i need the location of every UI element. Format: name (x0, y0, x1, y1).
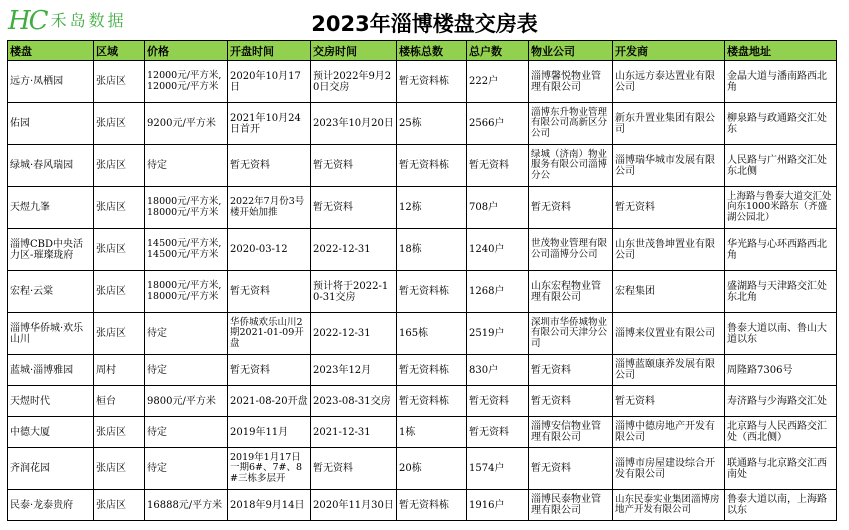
table-cell: 25栋 (397, 103, 467, 145)
table-cell: 暂无资料 (467, 145, 529, 187)
table-cell: 待定 (145, 355, 228, 386)
table-row (8, 417, 837, 448)
table-row (8, 355, 837, 386)
table-cell: 联通路与北京路交汇西南处 (725, 448, 837, 490)
table-cell: 周村 (94, 355, 145, 386)
table-cell: 708户 (467, 187, 529, 229)
table-cell: 2023年12月 (311, 355, 397, 386)
table-cell: 暂无资料 (311, 448, 397, 490)
page-title: 2023年淄博楼盘交房表 (311, 12, 538, 36)
table-cell: 淄博瑞华城市发展有限公司 (613, 145, 725, 187)
header-row (8, 41, 837, 61)
table-cell: 待定 (145, 417, 228, 448)
table-cell: 张店区 (94, 490, 145, 521)
table-cell: 2023-08-31交房 (311, 386, 397, 417)
table-row (8, 490, 837, 521)
table-cell: 张店区 (94, 61, 145, 103)
table-cell: 淄博中德房地产开发有限公司 (613, 417, 725, 448)
table-cell: 世茂物业管理有限公司淄博分公司 (529, 229, 613, 271)
table-cell: 寿济路与少海路交汇处 (725, 386, 837, 417)
table-cell: 20栋 (397, 448, 467, 490)
table-cell: 中德大厦 (8, 417, 94, 448)
table-row (8, 313, 837, 355)
column-header-developer: 开发商 (613, 41, 725, 61)
table-row (8, 448, 837, 490)
table-cell: 张店区 (94, 145, 145, 187)
table-cell: 山东民泰实业集团淄博房地产开发有限公司 (613, 490, 725, 521)
table-cell: 2018年9月14日 (228, 490, 311, 521)
column-header-project: 楼盘 (8, 41, 94, 61)
table-cell: 张店区 (94, 187, 145, 229)
table-cell: 222户 (467, 61, 529, 103)
table-cell: 830户 (467, 355, 529, 386)
table-cell: 山东宏程物业管理有限公司 (529, 271, 613, 313)
table-cell: 柳泉路与政通路交汇处东 (725, 103, 837, 145)
table-cell: 张店区 (94, 313, 145, 355)
table-cell: 民泰·龙泰贵府 (8, 490, 94, 521)
table-cell: 12栋 (397, 187, 467, 229)
table-cell: 暂无资料栋 (397, 61, 467, 103)
logo-mark: HC (8, 6, 47, 36)
table-cell: 预计将于2022-10-31交房 (311, 271, 397, 313)
table-cell: 暂无资料 (529, 187, 613, 229)
table-cell: 人民路与广州路交汇处东北侧 (725, 145, 837, 187)
table-cell: 淄博华侨城·欢乐山川 (8, 313, 94, 355)
table-cell: 盛湖路与天津路交汇处东北角 (725, 271, 837, 313)
table-cell: 2022-12-31 (311, 313, 397, 355)
table-cell: 预计2022年9月20日交房 (311, 61, 397, 103)
column-header-household-count: 总户数 (467, 41, 529, 61)
table-cell: 1574户 (467, 448, 529, 490)
table-cell: 暂无资料 (228, 355, 311, 386)
table-cell: 2019年11月 (228, 417, 311, 448)
table-cell: 暂无资料 (311, 145, 397, 187)
table-cell: 宏程·云棠 (8, 271, 94, 313)
table-cell: 2021年10月24日首开 (228, 103, 311, 145)
table-cell: 暂无资料 (311, 187, 397, 229)
table-cell: 1916户 (467, 490, 529, 521)
table-cell: 蓝城·淄博雅园 (8, 355, 94, 386)
table-cell: 北京路与人民西路交汇处（西北侧） (725, 417, 837, 448)
table-cell: 新东升置业集团有限公司 (613, 103, 725, 145)
column-header-open-date: 开盘时间 (228, 41, 311, 61)
table-cell: 18000元/平方米,18000元/平方米 (145, 271, 228, 313)
table-cell: 绿城（济南）物业服务有限公司淄博分公 (529, 145, 613, 187)
table-cell: 远方·凤栖园 (8, 61, 94, 103)
table-cell: 张店区 (94, 229, 145, 271)
table-cell: 暂无资料 (529, 355, 613, 386)
table-cell: 淄博蓝颐康养发展有限公司 (613, 355, 725, 386)
table-cell: 2566户 (467, 103, 529, 145)
table-row (8, 145, 837, 187)
table-cell: 暂无资料栋 (397, 386, 467, 417)
table-cell: 周隆路7306号 (725, 355, 837, 386)
table-row (8, 386, 837, 417)
table-row (8, 229, 837, 271)
table-cell: 淄博民泰物业管理有限公司 (529, 490, 613, 521)
table-cell: 暂无资料栋 (397, 355, 467, 386)
table-cell: 暂无资料栋 (397, 145, 467, 187)
table-cell: 上海路与鲁泰大道交汇处向东1000米路东（齐盛湖公园北） (725, 187, 837, 229)
table-row (8, 271, 837, 313)
table-cell: 淄博馨悦物业管理有限公司 (529, 61, 613, 103)
table-cell: 12000元/平方米,12000元/平方米 (145, 61, 228, 103)
table-cell: 天煜九峯 (8, 187, 94, 229)
table-cell: 淄博来仪置业有限公司 (613, 313, 725, 355)
table-row (8, 187, 837, 229)
table-cell: 淄博安信物业管理有限公司 (529, 417, 613, 448)
logo-text: 禾岛数据 (50, 11, 127, 30)
column-header-district: 区域 (94, 41, 145, 61)
table-cell: 暂无资料 (613, 386, 725, 417)
table-cell: 1栋 (397, 417, 467, 448)
table-cell: 鲁泰大道以南，上海路以东 (725, 490, 837, 521)
table-cell: 2021-12-31 (311, 417, 397, 448)
table-cell: 暂无资料 (613, 187, 725, 229)
column-header-price: 价格 (145, 41, 228, 61)
table-cell: 14500元/平方米,14500元/平方米 (145, 229, 228, 271)
table-cell: 2023年10月20日 (311, 103, 397, 145)
table-cell: 2019年1月17日一期6#、7#、8#三栋多层开 (228, 448, 311, 490)
table-cell: 2020年10月17日 (228, 61, 311, 103)
table-cell: 2020年11月30日 (311, 490, 397, 521)
table-cell: 2519户 (467, 313, 529, 355)
housing-delivery-table (7, 40, 837, 521)
column-header-delivery-date: 交房时间 (311, 41, 397, 61)
table-cell: 9200元/平方米 (145, 103, 228, 145)
column-header-address: 楼盘地址 (725, 41, 837, 61)
table-cell: 16888元/平方米 (145, 490, 228, 521)
table-cell: 淄博东升物业管理有限公司高新区分公司 (529, 103, 613, 145)
table-cell: 张店区 (94, 417, 145, 448)
table-cell: 金晶大道与潘南路西北角 (725, 61, 837, 103)
table-cell: 暂无资料 (467, 417, 529, 448)
table-cell: 待定 (145, 313, 228, 355)
table-cell: 齐润花园 (8, 448, 94, 490)
table-cell: 张店区 (94, 448, 145, 490)
table-cell: 天煜时代 (8, 386, 94, 417)
table-cell: 深圳市华侨城物业有限公司天津分公司 (529, 313, 613, 355)
column-header-building-count: 楼栋总数 (397, 41, 467, 61)
column-header-property-company: 物业公司 (529, 41, 613, 61)
table-cell: 桓台 (94, 386, 145, 417)
table-cell: 暂无资料 (529, 386, 613, 417)
table-cell: 宏程集团 (613, 271, 725, 313)
table-cell: 鲁泰大道以南、鲁山大道以东 (725, 313, 837, 355)
table-cell: 2022年7月份3号楼开始加推 (228, 187, 311, 229)
table-cell: 暂无资料 (467, 386, 529, 417)
table-cell: 18栋 (397, 229, 467, 271)
table-cell: 华侨城欢乐山川2期2021-01-09开盘 (228, 313, 311, 355)
table-cell: 张店区 (94, 103, 145, 145)
table-cell: 1240户 (467, 229, 529, 271)
table-cell: 暂无资料 (228, 145, 311, 187)
table-cell: 暂无资料 (529, 448, 613, 490)
table-cell: 2020-03-12 (228, 229, 311, 271)
table-cell: 暂无资料 (228, 271, 311, 313)
table-cell: 华光路与心环西路西北角 (725, 229, 837, 271)
table-cell: 张店区 (94, 271, 145, 313)
table-row (8, 61, 837, 103)
table-cell: 2022-12-31 (311, 229, 397, 271)
table-cell: 9800元/平方米 (145, 386, 228, 417)
table-cell: 暂无资料栋 (397, 271, 467, 313)
table-cell: 绿城·春风瑞园 (8, 145, 94, 187)
table-cell: 淄博CBD中央活力区-璀璨珑府 (8, 229, 94, 271)
table-cell: 山东世茂鲁坤置业有限公司 (613, 229, 725, 271)
table-cell: 暂无资料栋 (397, 490, 467, 521)
table-cell: 1268户 (467, 271, 529, 313)
table-cell: 18000元/平方米,18000元/平方米 (145, 187, 228, 229)
table-cell: 待定 (145, 145, 228, 187)
table-cell: 2021-08-20开盘 (228, 386, 311, 417)
table-cell: 165栋 (397, 313, 467, 355)
table-cell: 山东远方泰达置业有限公司 (613, 61, 725, 103)
table-cell: 待定 (145, 448, 228, 490)
table-row (8, 103, 837, 145)
table-cell: 佑园 (8, 103, 94, 145)
table-cell: 淄博市房屋建设综合开发有限公司 (613, 448, 725, 490)
